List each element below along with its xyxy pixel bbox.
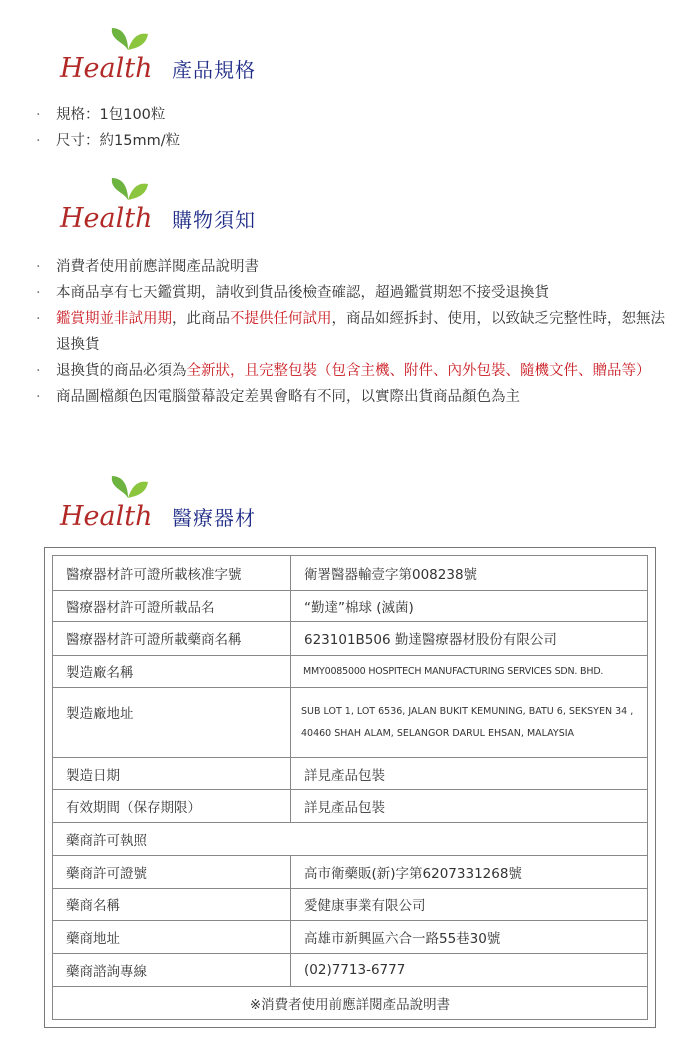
row-label: 藥商許可證號 <box>53 855 291 888</box>
row-value: SUB LOT 1, LOT 6536, JALAN BUKIT KEMUNING, BATU 6, SEKSYEN 34 , 40460 SHAH ALAM, SELANGOR DARUL EHSAN, MALAYSIA <box>291 688 648 758</box>
row-value: “勤達”棉球 (滅菌) <box>291 590 648 621</box>
table-row <box>53 855 648 888</box>
section-title: 醫療器材 <box>172 506 256 530</box>
health-logo-text: Health <box>60 501 153 532</box>
row-value: 高市衛藥販(新)字第6207331268號 <box>291 855 648 888</box>
section-title: 產品規格 <box>172 58 256 82</box>
row-label: 藥商地址 <box>53 921 291 954</box>
spec-item: · 尺寸：約15mm/粒 <box>36 133 181 149</box>
row-label: 藥商名稱 <box>53 888 291 921</box>
table-row <box>53 954 648 987</box>
table-row <box>53 688 648 758</box>
row-label: 醫療器材許可證所載核准字號 <box>53 556 291 591</box>
notice-list <box>36 254 676 410</box>
notice-item: · 鑑賞期並非試用期，此商品不提供任何試用，商品如經拆封、使用，以致缺乏完整性時，恕無法退換貨 <box>36 311 665 353</box>
health-logo-text: Health <box>60 203 153 234</box>
row-value: 高雄市新興區六合一路55巷30號 <box>291 921 648 954</box>
row-value: 衛署醫器輸壹字第008238號 <box>291 556 648 591</box>
row-value: 愛健康事業有限公司 <box>291 888 648 921</box>
row-label: 製造日期 <box>53 758 291 790</box>
table-row <box>53 822 648 855</box>
table-row <box>53 790 648 823</box>
notice-item: · 消費者使用前應詳閱產品說明書 <box>36 259 259 275</box>
spec-heading <box>60 22 460 82</box>
health-logo-text: Health <box>60 53 153 84</box>
row-value: MMY0085000 HOSPITECH MANUFACTURING SERVICES SDN. BHD. <box>291 655 648 688</box>
leaf-icon <box>106 22 150 52</box>
table-row <box>53 590 648 621</box>
row-value: 623101B506 勤達醫療器材股份有限公司 <box>291 621 648 655</box>
table-row <box>53 556 648 591</box>
medical-device-table <box>52 555 648 1020</box>
table-row <box>53 655 648 688</box>
row-label: 醫療器材許可證所載品名 <box>53 590 291 621</box>
leaf-icon <box>106 172 150 202</box>
section-title: 購物須知 <box>172 208 256 232</box>
spec-item: · 規格：1包100粒 <box>36 107 166 123</box>
spec-list <box>36 102 676 154</box>
table-row <box>53 987 648 1020</box>
row-label: 藥商諮詢專線 <box>53 954 291 987</box>
row-label: 有效期間（保存期限） <box>53 790 291 823</box>
row-label: 醫療器材許可證所載藥商名稱 <box>53 621 291 655</box>
row-label: 藥商許可執照 <box>53 822 648 855</box>
row-label: 製造廠地址 <box>53 688 291 758</box>
table-row <box>53 621 648 655</box>
notice-item: · 本商品享有七天鑑賞期，請收到貨品後檢查確認，超過鑑賞期恕不接受退換貨 <box>36 285 549 301</box>
notice-item: · 商品圖檔顏色因電腦螢幕設定差異會略有不同，以實際出貨商品顏色為主 <box>36 389 520 405</box>
row-value: 詳見產品包裝 <box>291 758 648 790</box>
leaf-icon <box>106 470 150 500</box>
row-value: (02)7713-6777 <box>291 954 648 987</box>
medical-table-frame <box>44 547 656 1028</box>
notice-item: · 退換貨的商品必須為全新狀，且完整包裝（包含主機、附件、內外包裝、隨機文件、贈品等） <box>36 363 651 379</box>
table-footer-note: ※消費者使用前應詳閱產品說明書 <box>53 987 648 1020</box>
row-label: 製造廠名稱 <box>53 655 291 688</box>
table-row <box>53 921 648 954</box>
table-row <box>53 758 648 790</box>
table-row <box>53 888 648 921</box>
row-value: 詳見產品包裝 <box>291 790 648 823</box>
shopping-heading <box>60 172 460 232</box>
medical-heading <box>60 470 460 530</box>
